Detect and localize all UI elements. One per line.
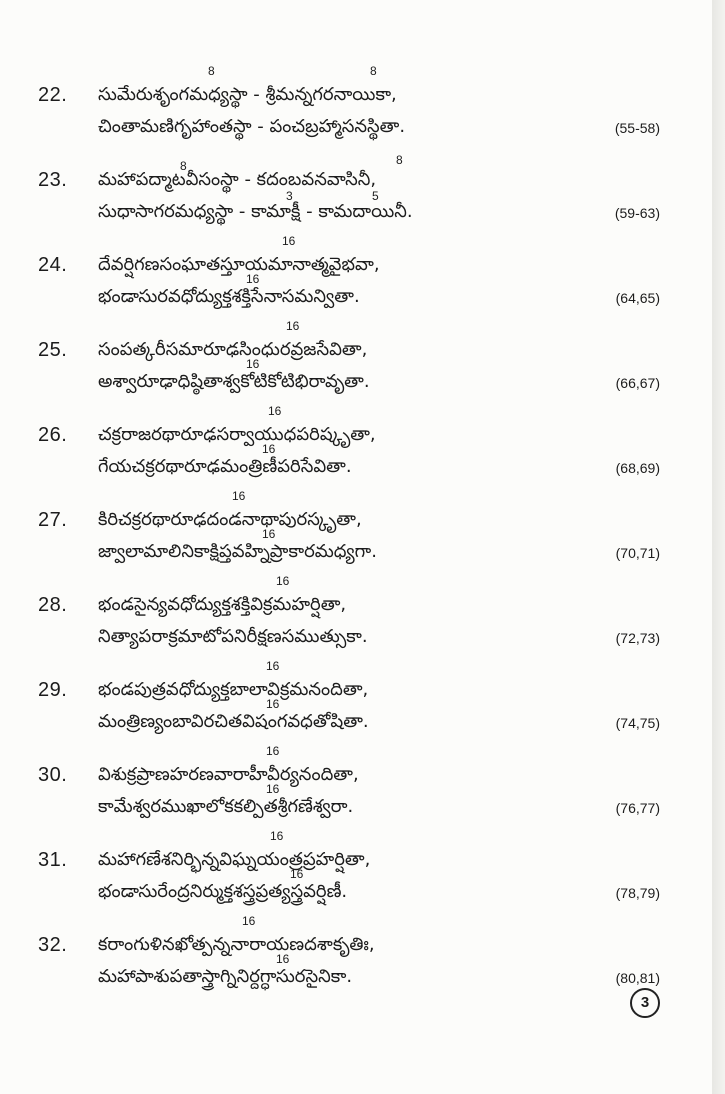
verse-24 (0, 234, 700, 320)
annotation-mark: 16 (232, 489, 246, 503)
verse-line-2: అశ్వారూఢాధిష్ఠితాశ్వకోటికోటిభిరావృతా. (98, 371, 370, 392)
verse-line-1: భండపుత్రవధోద్యుక్తబాలావిక్రమనందితా, (98, 679, 369, 700)
verse-reference: (68,69) (615, 460, 660, 476)
verse-number: 22. (38, 84, 68, 106)
verse-number: 25. (38, 339, 68, 361)
annotation-mark: 16 (266, 697, 280, 711)
verse-number: 27. (38, 509, 68, 531)
verse-line-1: సంపత్కరీసమారూఢసింధురవ్రజసేవితా, (98, 339, 368, 360)
verse-number: 26. (38, 424, 68, 446)
verse-reference: (80,81) (615, 970, 660, 986)
verse-31 (0, 829, 700, 915)
page-number: 3 (630, 988, 660, 1018)
verse-number: 29. (38, 679, 68, 701)
page-edge (712, 0, 725, 1094)
verse-reference: (76,77) (615, 800, 660, 816)
verse-29 (0, 659, 700, 745)
verse-line-2: చింతామణిగృహాంతస్థా - పంచబ్రహ్మాసనస్థితా. (98, 116, 406, 137)
verse-reference: (59-63) (614, 205, 660, 221)
verse-line-1: సుమేరుశృంగమధ్యస్థా - శ్రీమన్నగరనాయికా, (98, 84, 397, 105)
verse-26 (0, 404, 700, 490)
verse-number: 23. (38, 169, 68, 191)
verse-line-1: విశుక్రప్రాణహరణవారాహీవీర్యనందితా, (98, 764, 359, 785)
verse-number: 24. (38, 254, 68, 276)
verse-reference: (72,73) (615, 630, 660, 646)
verse-reference: (55-58) (614, 120, 660, 136)
verse-23 (0, 155, 700, 235)
annotation-mark: 16 (282, 234, 296, 248)
verse-line-2: మహాపాశుపతాస్త్రాగ్నినిర్దగ్ధాసురసైనికా. (98, 966, 353, 987)
verse-number: 31. (38, 849, 68, 871)
verse-line-1: మహాపద్మాటవీసంస్థా - కదంబవనవాసినీ, (98, 169, 377, 190)
verse-32 (0, 914, 700, 1000)
annotation-mark: 3 (286, 189, 293, 203)
verse-line-1: మహాగణేశనిర్భిన్నవిఘ్నయంత్రప్రహర్షితా, (98, 849, 371, 870)
annotation-mark: 16 (290, 867, 304, 881)
annotation-mark: 8 (180, 159, 187, 173)
verse-number: 32. (38, 934, 68, 956)
annotation-mark: 16 (266, 782, 280, 796)
annotation-mark: 8 (208, 64, 215, 78)
verse-line-2: భండాసురవధోద్యుక్తశక్తిసేనాసమన్వితా. (98, 286, 360, 307)
verse-reference: (70,71) (615, 545, 660, 561)
verse-reference: (66,67) (615, 375, 660, 391)
annotation-mark: 16 (268, 404, 282, 418)
verse-22 (0, 64, 700, 150)
annotation-mark: 16 (262, 527, 276, 541)
verse-line-2: కామేశ్వరముఖాలోకకల్పితశ్రీగణేశ్వరా. (98, 796, 354, 817)
verse-line-2: జ్వాలామాలినికాక్షిప్తవహ్నిప్రాకారమధ్యగా. (98, 541, 377, 562)
verse-line-2: మంత్రిణ్యంబావిరచితవిషంగవధతోషితా. (98, 711, 369, 732)
verse-line-1: భండసైన్యవధోద్యుక్తశక్తివిక్రమహర్షితా, (98, 594, 347, 615)
verse-reference: (74,75) (615, 715, 660, 731)
annotation-mark: 16 (246, 357, 260, 371)
verse-line-1: కరాంగుళినఖోత్పన్ననారాయణదశాకృతిః, (98, 934, 375, 955)
annotation-mark: 16 (276, 952, 290, 966)
verse-line-1: దేవర్షిగణసంఘాతస్తూయమానాత్మవైభవా, (98, 254, 380, 275)
annotation-mark: 16 (286, 319, 300, 333)
verse-reference: (64,65) (615, 290, 660, 306)
verse-28 (0, 574, 700, 660)
annotation-mark: 5 (372, 189, 379, 203)
verse-30 (0, 744, 700, 830)
verse-line-2: సుధాసాగరమధ్యస్థా - కామాక్షీ - కామదాయినీ. (98, 201, 413, 222)
annotation-mark: 8 (370, 64, 377, 78)
verse-line-2: భండాసురేంద్రనిర్ముక్తశస్త్రప్రత్యస్త్రవర్షిణీ. (98, 881, 348, 902)
annotation-mark: 16 (262, 442, 276, 456)
verse-line-2: గేయచక్రరథారూఢమంత్రిణీపరిసేవితా. (98, 456, 352, 477)
verse-27 (0, 489, 700, 575)
annotation-mark: 16 (242, 914, 256, 928)
verse-reference: (78,79) (615, 885, 660, 901)
verse-25 (0, 319, 700, 405)
verse-line-2: నిత్యాపరాక్రమాటోపనిరీక్షణసముత్సుకా. (98, 626, 368, 647)
annotation-mark: 16 (266, 659, 280, 673)
annotation-mark: 16 (246, 272, 260, 286)
verse-line-1: కిరిచక్రరథారూఢదండనాథాపురస్కృతా, (98, 509, 362, 530)
annotation-mark: 16 (270, 829, 284, 843)
verse-line-1: చక్రరాజరథారూఢసర్వాయుధపరిష్కృతా, (98, 424, 376, 445)
annotation-mark: 16 (276, 574, 290, 588)
verse-number: 30. (38, 764, 68, 786)
verse-number: 28. (38, 594, 68, 616)
annotation-mark: 8 (396, 153, 403, 167)
annotation-mark: 16 (266, 744, 280, 758)
